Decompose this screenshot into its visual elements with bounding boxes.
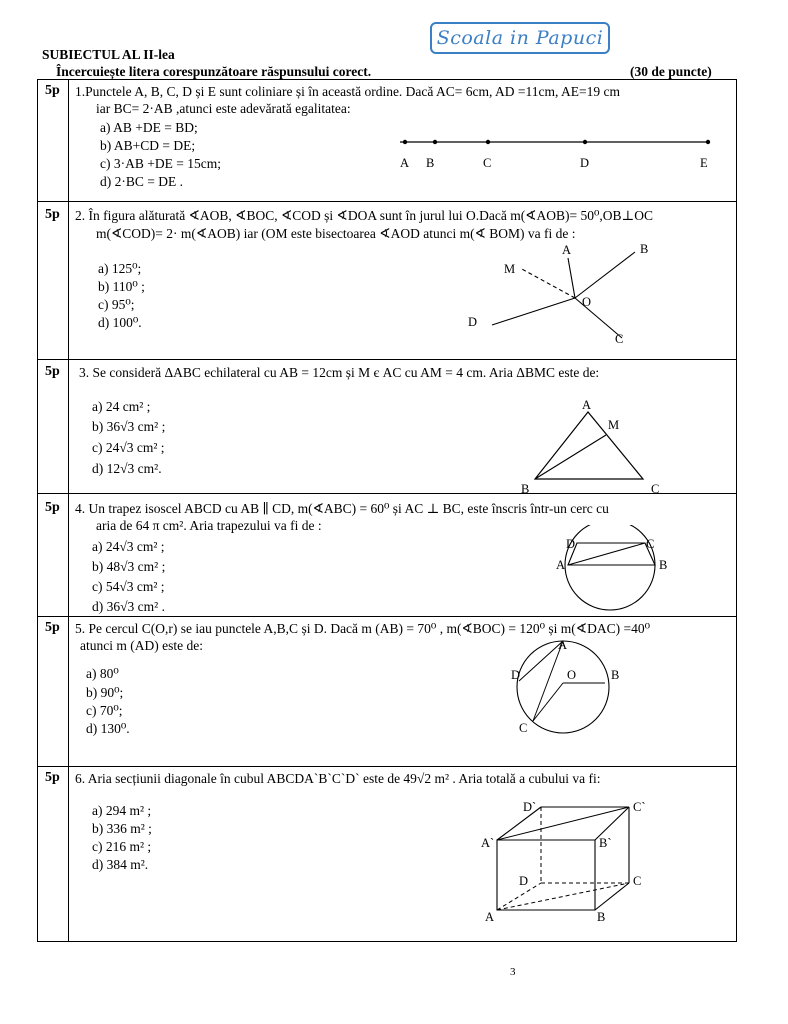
- label-b: B: [659, 558, 668, 572]
- section-instruction: Încercuiește litera corespunzătoare răspunsului corect.: [56, 64, 372, 79]
- row-divider: [38, 766, 736, 767]
- q2-text-line2: m(∢COD)= 2· m(∢AOB) iar (OM este bisectoarea ∢AOD atunci m(∢ BOM) va fi de :: [96, 226, 576, 241]
- site-logo: Scoala in Papuci: [430, 22, 610, 54]
- label-m: M: [608, 418, 620, 432]
- q2-option-a[interactable]: a) 125⁰;: [98, 261, 142, 276]
- edge-bc: [595, 883, 629, 910]
- label-e: E: [700, 156, 708, 170]
- q4-text-line2: aria de 64 π cm². Aria trapezului va fi de :: [96, 518, 322, 533]
- circumcircle: [565, 525, 655, 610]
- point-e: [706, 140, 710, 144]
- label-a: A: [556, 558, 566, 572]
- label-c: C: [615, 332, 624, 346]
- label-c: C: [483, 156, 492, 170]
- label-a: A: [558, 638, 568, 652]
- q3-option-c[interactable]: c) 24√3 cm² ;: [92, 440, 165, 455]
- q6-option-b[interactable]: b) 336 m² ;: [92, 821, 152, 836]
- q3-option-b[interactable]: b) 36√3 cm² ;: [92, 419, 166, 434]
- label-c: C: [633, 874, 642, 888]
- label-a: A: [582, 398, 592, 412]
- label-d1: D`: [523, 800, 537, 814]
- label-b: B: [521, 482, 530, 496]
- segment-bm: [535, 435, 606, 479]
- ray-oa: [568, 258, 575, 298]
- q3-points: 5p: [45, 364, 60, 379]
- label-b: B: [611, 668, 620, 682]
- label-b1: B`: [599, 836, 612, 850]
- q6-points: 5p: [45, 770, 60, 785]
- q5-circle-figure: [505, 637, 635, 737]
- q4-option-c[interactable]: c) 54√3 cm² ;: [92, 579, 165, 594]
- q1-option-c[interactable]: c) 3·AB +DE = 15cm;: [100, 156, 221, 171]
- q1-option-d[interactable]: d) 2·BC = DE .: [100, 174, 183, 189]
- q5-text-line2: atunci m (AD) este de:: [80, 638, 203, 653]
- ray-od: [492, 298, 575, 325]
- label-b: B: [426, 156, 435, 170]
- label-a: A: [485, 910, 495, 924]
- q6-text-line1: 6. Aria secțiunii diagonale în cubul ABCDA`B`C`D` este de 49√2 m² . Aria totală a cubului va fi:: [75, 771, 601, 786]
- label-c: C: [651, 482, 660, 496]
- q3-option-a[interactable]: a) 24 cm² ;: [92, 399, 151, 414]
- row-divider: [38, 359, 736, 360]
- q5-option-d[interactable]: d) 130⁰.: [86, 721, 130, 736]
- q4-option-d[interactable]: d) 36√3 cm² .: [92, 599, 165, 614]
- q2-option-d[interactable]: d) 100⁰.: [98, 315, 142, 330]
- label-o: O: [582, 295, 592, 309]
- point-a: [403, 140, 407, 144]
- q6-option-c[interactable]: c) 216 m² ;: [92, 839, 152, 854]
- q5-option-c[interactable]: c) 70⁰;: [86, 703, 123, 718]
- ray-om-bisector: [520, 268, 575, 298]
- q6-option-d[interactable]: d) 384 m².: [92, 857, 149, 872]
- radius-oc: [533, 683, 563, 721]
- label-o: O: [567, 668, 577, 682]
- page-number: 3: [510, 966, 516, 978]
- section-points: (30 de puncte): [630, 64, 712, 79]
- q6-option-a[interactable]: a) 294 m² ;: [92, 803, 152, 818]
- q1-points: 5p: [45, 83, 60, 98]
- diagonal-ac: [568, 543, 645, 565]
- q1-option-a[interactable]: a) AB +DE = BD;: [100, 120, 198, 135]
- ray-ob: [575, 252, 635, 298]
- column-divider: [68, 80, 69, 941]
- q1-text-line1: 1.Punctele A, B, C, D și E sunt coliniare și în această ordine. Dacă AC= 6cm, AD =11cm, AE=19 cm: [75, 84, 620, 99]
- point-b: [433, 140, 437, 144]
- circle-o: [517, 641, 609, 733]
- q3-option-d[interactable]: d) 12√3 cm².: [92, 461, 162, 476]
- diagonal-ac: [497, 883, 629, 910]
- q4-option-b[interactable]: b) 48√3 cm² ;: [92, 559, 166, 574]
- label-a1: A`: [481, 836, 495, 850]
- label-d: D: [511, 668, 521, 682]
- section-title: SUBIECTUL AL II-lea: [42, 47, 175, 62]
- q2-points: 5p: [45, 207, 60, 222]
- q5-option-a[interactable]: a) 80⁰: [86, 666, 119, 681]
- q2-option-c[interactable]: c) 95⁰;: [98, 297, 135, 312]
- q5-option-b[interactable]: b) 90⁰;: [86, 685, 124, 700]
- q1-option-b[interactable]: b) AB+CD = DE;: [100, 138, 196, 153]
- q3-triangle-figure: [515, 397, 675, 497]
- label-d: D: [580, 156, 590, 170]
- label-a: A: [562, 243, 572, 257]
- row-divider: [38, 616, 736, 617]
- label-c: C: [519, 721, 528, 735]
- q4-text-line1: 4. Un trapez isoscel ABCD cu AB ∥ CD, m(∢ABC) = 60⁰ și AC ⊥ BC, este înscris într-un cerc cu: [75, 501, 609, 516]
- q2-text-line1: 2. În figura alăturată ∢AOB, ∢BOC, ∢COD și ∢DOA sunt în jurul lui O.Dacă m(∢AOB)= 50⁰,OB⊥OC: [75, 208, 653, 223]
- q4-option-a[interactable]: a) 24√3 cm² ;: [92, 539, 165, 554]
- q5-points: 5p: [45, 620, 60, 635]
- q1-line-figure: [395, 132, 720, 177]
- q1-text-line2: iar BC= 2·AB ,atunci este adevărată egalitatea:: [96, 101, 351, 116]
- q5-text-line1: 5. Pe cercul C(O,r) se iau punctele A,B,C și D. Dacă m (AB) = 70⁰ , m(∢BOC) = 120⁰ și m(∢DAC) =40⁰: [75, 621, 650, 636]
- q6-cube-figure: [475, 795, 675, 925]
- q2-angles-figure: [460, 240, 680, 350]
- label-d: D: [519, 874, 529, 888]
- label-b: B: [640, 242, 649, 256]
- q4-points: 5p: [45, 500, 60, 515]
- chord-ac: [533, 641, 563, 721]
- label-c: C: [646, 537, 655, 551]
- q3-text-line1: 3. Se consideră ΔABC echilateral cu AB = 12cm și M є AC cu AM = 4 cm. Aria ΔBMC este de:: [79, 365, 600, 380]
- label-b: B: [597, 910, 606, 924]
- label-c1: C`: [633, 800, 646, 814]
- q4-trapezoid-figure: [550, 525, 680, 615]
- q2-option-b[interactable]: b) 110⁰ ;: [98, 279, 145, 294]
- row-divider: [38, 201, 736, 202]
- point-d: [583, 140, 587, 144]
- label-m: M: [504, 262, 516, 276]
- label-d: D: [566, 537, 576, 551]
- label-d: D: [468, 315, 478, 329]
- label-a: A: [400, 156, 410, 170]
- point-c: [486, 140, 490, 144]
